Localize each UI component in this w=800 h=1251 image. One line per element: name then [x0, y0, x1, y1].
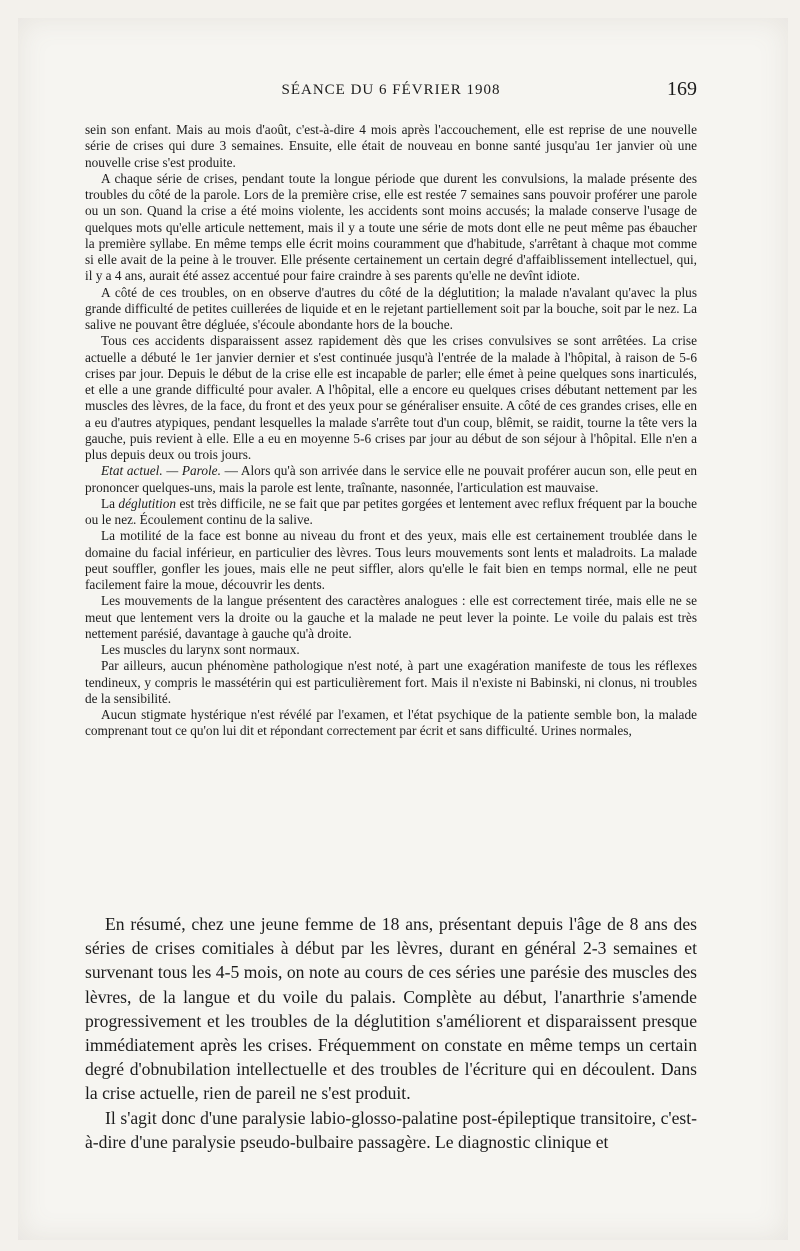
paragraph: Aucun stigmate hystérique n'est révélé par l'examen, et l'état psychique de la patiente semble bon, la malade comprenant tout ce qu'on lui dit et répondant correctement par écrit et sans difficulté. Urines normales, [85, 707, 697, 739]
running-title: SÉANCE DU 6 FÉVRIER 1908 [281, 82, 501, 98]
page-number: 169 [667, 78, 697, 100]
paragraph: Par ailleurs, aucun phénomène pathologique n'est noté, à part une exagération manifeste de tous les réflexes tendineux, y compris le massétérin qui est particulièrement fort. Mais il n'existe ni Babinski, ni clonus, ni troubles de la sensibilité. [85, 658, 697, 706]
paragraph [85, 496, 697, 529]
emphasis: déglutition [118, 495, 177, 511]
paragraph-text: — Alors qu'à son arrivée dans le service elle ne pouvait proférer aucun son, elle peut en prononcer quelques-uns, mais la parole est lente, traînante, nasonnée, l'articulation est mauvaise. [85, 463, 697, 495]
paragraph: Il s'agit donc d'une paralysie labio-glosso-palatine post-épileptique transitoire, c'est-à-dire d'une paralysie pseudo-bulbaire passagère. Le diagnostic clinique et [85, 1107, 697, 1152]
paragraph: Tous ces accidents disparaissent assez rapidement dès que les crises convulsives se sont arrêtées. La crise actuelle a débuté le 1er janvier dernier et s'est continuée jusqu'à l'entrée de la malade à l'hôpital, à raison de 5-6 crises par jour. Depuis le début de la crise elle est incapable de parler; elle émet à peine quelques sons inarticulés, et elle a une grande difficulté pour avaler. A l'hôpital, elle a encore eu quelques crises débutant nettement par les muscles des lèvres, de la face, du front et des yeux pour se généraliser ensuite. A côté de ces grandes crises, elle en a eu d'autres atypiques, pendant lesquelles la malade s'arrête tout d'un coup, blêmit, se raidit, tourne la tête vers la gauche, puis revient à elle. Elle a eu en moyenne 5-6 crises par jour au début de son séjour à l'hôpital. Elle n'en a plus depuis deux ou trois jours. [85, 333, 697, 462]
case-report-text [85, 122, 697, 740]
paragraph: sein son enfant. Mais au mois d'août, c'est-à-dire 4 mois après l'accouchement, elle est reprise de une nouvelle série de crises qui dure 3 semaines. Ensuite, elle était de nouveau en bonne santé jusqu'au 1er janvier où une nouvelle crise s'est produite. [85, 122, 697, 170]
summary-text [85, 912, 697, 1154]
paragraph: A chaque série de crises, pendant toute la longue période que durent les convulsions, la malade présente des troubles du côté de la parole. Lors de la première crise, elle est restée 7 semaines sans pouvoir proférer une parole ou un son. Quand la crise a été moins violente, les accidents sont moins accusés; la malade conserve l'usage de quelques mots qu'elle articule nettement, mais il y a toute une série de mots dont elle ne peut même pas ébaucher la première syllabe. En même temps elle écrit moins couramment que d'habitude, s'arrêtant à chaque mot comme si elle avait de la peine à le trouver. Elle présente certainement un certain degré d'affaiblissement intellectuel, qui, il y a 4 ans, aurait été assez accentué pour faire craindre à ses parents qu'elle ne devînt idiote. [85, 170, 697, 284]
running-header [85, 74, 697, 104]
paragraph: La motilité de la face est bonne au niveau du front et des yeux, mais elle est certainement troublée dans le domaine du facial inférieur, en particulier des lèvres. Tous leurs mouvements sont lents et maladroits. La malade peut souffler, gonfler les joues, mais elle ne peut siffler, alors qu'elle le fait bien en temps normal, elle ne peut facilement faire la moue, découvrir les dents. [85, 528, 697, 592]
paragraph: A côté de ces troubles, on en observe d'autres du côté de la déglutition; la malade n'avalant qu'avec la plus grande difficulté de petites cuillerées de liquide et en le rejetant partiellement soit par la bouche, soit par le nez. La salive ne pouvant être dégluée, s'écoule abondante hors de la bouche. [85, 284, 697, 332]
paragraph: En résumé, chez une jeune femme de 18 ans, présentant depuis l'âge de 8 ans des séries de crises comitiales à début par les lèvres, durant en général 2-3 semaines et survenant tous les 4-5 mois, on note au cours de ces séries une parésie des muscles des lèvres, de la langue et du voile du palais. Complète au début, l'anarthrie s'amende progressivement et les troubles de la déglutition s'améliorent et disparaissent presque immédiatement après les crises. Fréquemment on constate en même temps un certain degré d'obnubilation intellectuelle et des troubles de l'écriture qui en découlent. Dans la crise actuelle, rien de pareil ne s'est produit. [85, 914, 697, 1104]
paragraph: Les muscles du larynx sont normaux. [101, 642, 300, 657]
paragraph-text: est très difficile, ne se fait que par petites gorgées et lentement avec reflux fréquent par la bouche ou le nez. Écoulement continu de la salive. [85, 495, 697, 527]
paragraph [85, 463, 697, 496]
section-heading: Etat actuel. — Parole. [101, 463, 221, 479]
paragraph-text: La [101, 495, 119, 511]
paragraph: Les mouvements de la langue présentent des caractères analogues : elle est correctement tirée, mais elle ne se meut que lentement vers la droite ou la gauche et la malade ne peut lever la pointe. Le voile du palais est très nettement parésié, davantage à gauche qu'à droite. [85, 593, 697, 641]
